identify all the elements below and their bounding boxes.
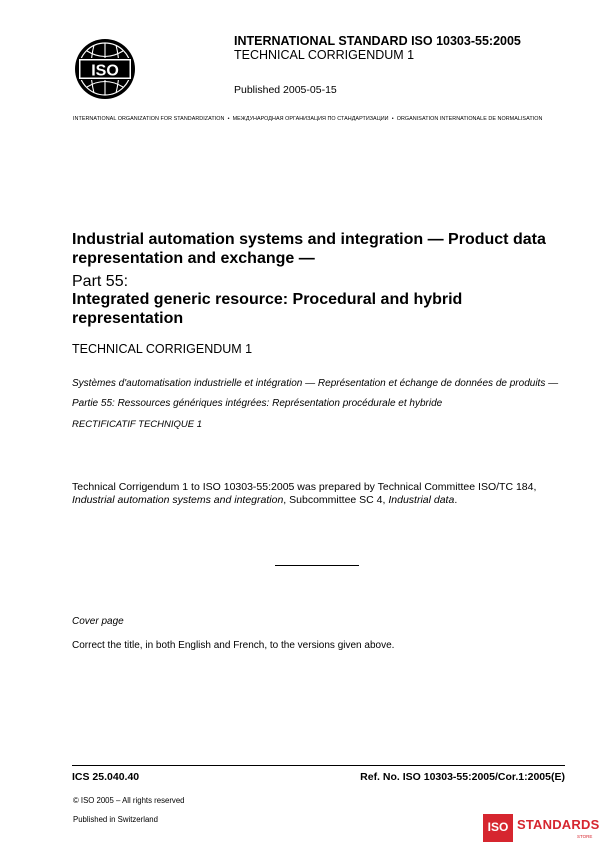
iso-logo-text: ISO (91, 62, 119, 80)
cover-page-text: Correct the title, in both English and French, to the versions given above. (72, 640, 395, 651)
org-name-en: INTERNATIONAL ORGANIZATION FOR STANDARDIZATION (73, 116, 225, 122)
french-part-title: Partie 55: Ressources génériques intégrées: Représentation procédurale et hybride (72, 398, 443, 409)
corrigendum-label: TECHNICAL CORRIGENDUM 1 (234, 48, 415, 62)
part-label: Part 55: (72, 273, 129, 290)
badge-iso-text: ISO (487, 820, 509, 834)
org-name-fr: ORGANISATION INTERNATIONALE DE NORMALISATION (396, 116, 543, 122)
org-name-ru: МЕЖДУНАРОДНАЯ ОРГАНИЗАЦИЯ ПО СТАНДАРТИЗАЦИИ (232, 116, 389, 122)
prep-text-2: , Subcommittee SC 4, (283, 494, 389, 506)
preparation-paragraph (72, 481, 567, 507)
organization-line (73, 116, 568, 122)
standard-title: INTERNATIONAL STANDARD ISO 10303-55:2005 (234, 34, 521, 48)
badge-standards-text: STANDARDS (517, 817, 600, 832)
footer-rule (72, 765, 565, 766)
badge-iso-block (483, 814, 513, 842)
prep-text-3: . (454, 494, 458, 506)
org-bullet: • (391, 116, 394, 122)
prep-text-1: Technical Corrigendum 1 to ISO 10303-55:2005 was prepared by Technical Committee ISO/TC 184, (72, 481, 537, 493)
corrigendum-french: RECTIFICATIF TECHNIQUE 1 (72, 419, 203, 430)
iso-standards-store-badge[interactable] (483, 814, 600, 842)
reference-number: Ref. No. ISO 10303-55:2005/Cor.1:2005(E) (360, 771, 565, 783)
copyright: © ISO 2005 – All rights reserved (73, 796, 185, 805)
french-title: Systèmes d'automatisation industrielle et intégration — Représentation et échange de données de produits — (72, 378, 559, 389)
corrigendum-english: TECHNICAL CORRIGENDUM 1 (72, 342, 253, 356)
document-title: Industrial automation systems and integration — Product data representation and exchange — (72, 231, 546, 267)
ics-code: ICS 25.040.40 (72, 771, 140, 783)
published-date: Published 2005-05-15 (234, 84, 337, 96)
cover-page-heading: Cover page (72, 616, 124, 627)
published-in: Published in Switzerland (73, 815, 158, 824)
iso-logo (74, 38, 136, 100)
prep-committee-title: Industrial automation systems and integration (72, 494, 284, 506)
part-title: Integrated generic resource: Procedural and hybrid representation (72, 291, 463, 327)
badge-store-text: STORE (577, 834, 593, 839)
org-bullet: • (227, 116, 230, 122)
prep-subcommittee-title: Industrial data (388, 494, 455, 506)
section-separator (275, 565, 359, 566)
